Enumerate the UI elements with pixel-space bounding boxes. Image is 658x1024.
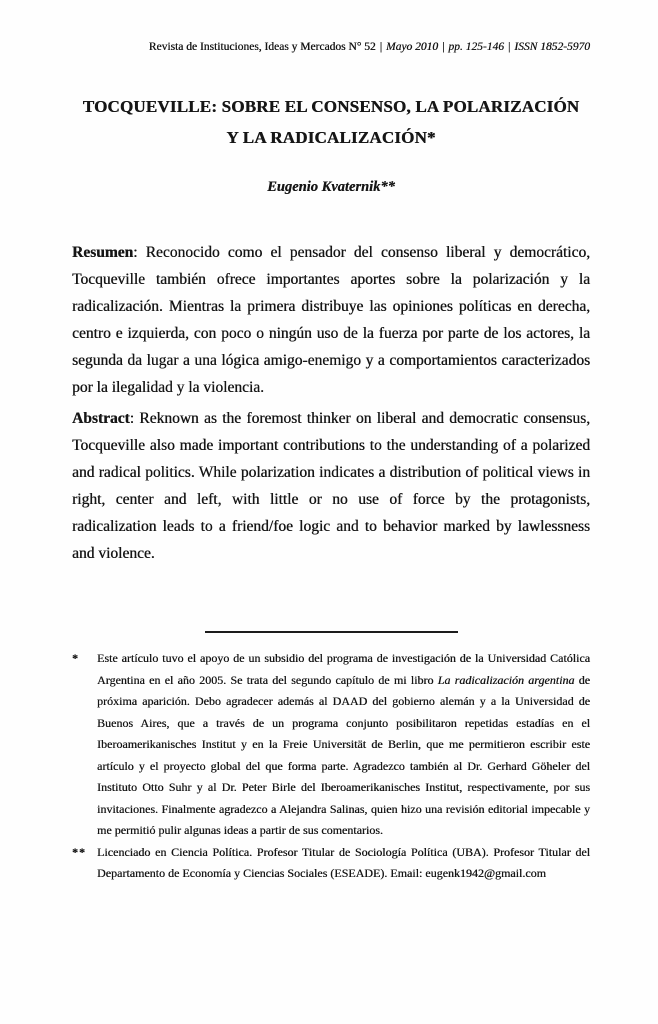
footnote-divider xyxy=(205,631,458,633)
abstract-text: : Reknown as the foremost thinker on liberal and democratic consensus, Tocqueville also made important contributions to the understanding of a polarized and radical politics. While polarization indicates a distribution of political views in right, center and left, with little or no use of force by the protagonists, radicalization leads to a friend/foe logic and to behavior marked by lawlessness and violence. xyxy=(72,410,590,562)
footnote-asterisk xyxy=(72,648,590,842)
footnotes-section xyxy=(72,648,590,885)
resumen-text: : Reconocido como el pensador del consenso liberal y democrático, Tocqueville también ofrece importantes aportes sobre la polarización y la radicalización. Mientras la primera distribuye las opiniones políticas en derecha, centro e izquierda, con poco o ningún uso de la fuerza por parte de los actores, la segunda da lugar a una lógica amigo-enemigo y a comportamientos caracterizados por la ilegalidad y la violencia. xyxy=(72,244,590,396)
footnote-text: Licenciado en Ciencia Política. Profesor Titular de Sociología Política (UBA). Profesor Titular del Departamento de Economía y Ciencias Sociales (ESEADE). Email: eugenk1942@gmail.com xyxy=(97,844,590,880)
footnote-book-title: La radicalización argentina xyxy=(437,672,575,687)
header-separator: | xyxy=(442,41,445,53)
article-title-line1: TOCQUEVILLE: SOBRE EL CONSENSO, LA POLARIZACIÓN xyxy=(82,97,580,116)
footnote-marker: ** xyxy=(72,844,86,859)
journal-header xyxy=(72,40,590,55)
article-title-line2: Y LA RADICALIZACIÓN* xyxy=(226,128,436,147)
header-separator: | xyxy=(379,41,382,53)
journal-name: Revista de Instituciones, Ideas y Mercados N° 52 xyxy=(148,41,376,53)
footnote-text: de próxima aparición. Debo agradecer además al DAAD del gobierno alemán y a la Universidad de Buenos Aires, que a través de un programa conjunto posibilitaron repetidas estadías en el Iberoamerikanisches Institut y en la Freie Universität de Berlin, que me permitieron escribir este artículo y el proyecto global del que forma parte. Agradezco también al Dr. Gerhard Göheler del Instituto Otto Suhr y al Dr. Peter Birle del Iberoamerikanisches Institut, respectivamente, por sus invitaciones. Finalmente agradezco a Alejandra Salinas, quien hizo una revisión editorial impecable y me permitió pulir algunas ideas a partir de sus comentarios. xyxy=(97,672,590,837)
resumen-paragraph xyxy=(72,239,590,401)
footnote-text: Este artículo tuvo el apoyo de un subsidio del programa de investigación de la Universidad Católica Argentina en el año 2005. Se trata del segundo capítulo de mi libro xyxy=(97,651,590,687)
header-separator: | xyxy=(507,41,511,53)
footnote-double-asterisk xyxy=(72,842,590,885)
resumen-label: Resumen xyxy=(72,244,134,261)
issn-number: ISSN 1852-5970 xyxy=(514,41,590,53)
issue-date: Mayo 2010 xyxy=(386,41,439,53)
author-name: Eugenio Kvaternik** xyxy=(267,179,395,195)
article-title xyxy=(72,91,590,153)
abstract-label: Abstract xyxy=(72,410,130,427)
abstract-paragraph xyxy=(72,405,590,567)
page-range: pp. 125-146 xyxy=(448,41,504,53)
footnote-marker: * xyxy=(72,651,79,665)
